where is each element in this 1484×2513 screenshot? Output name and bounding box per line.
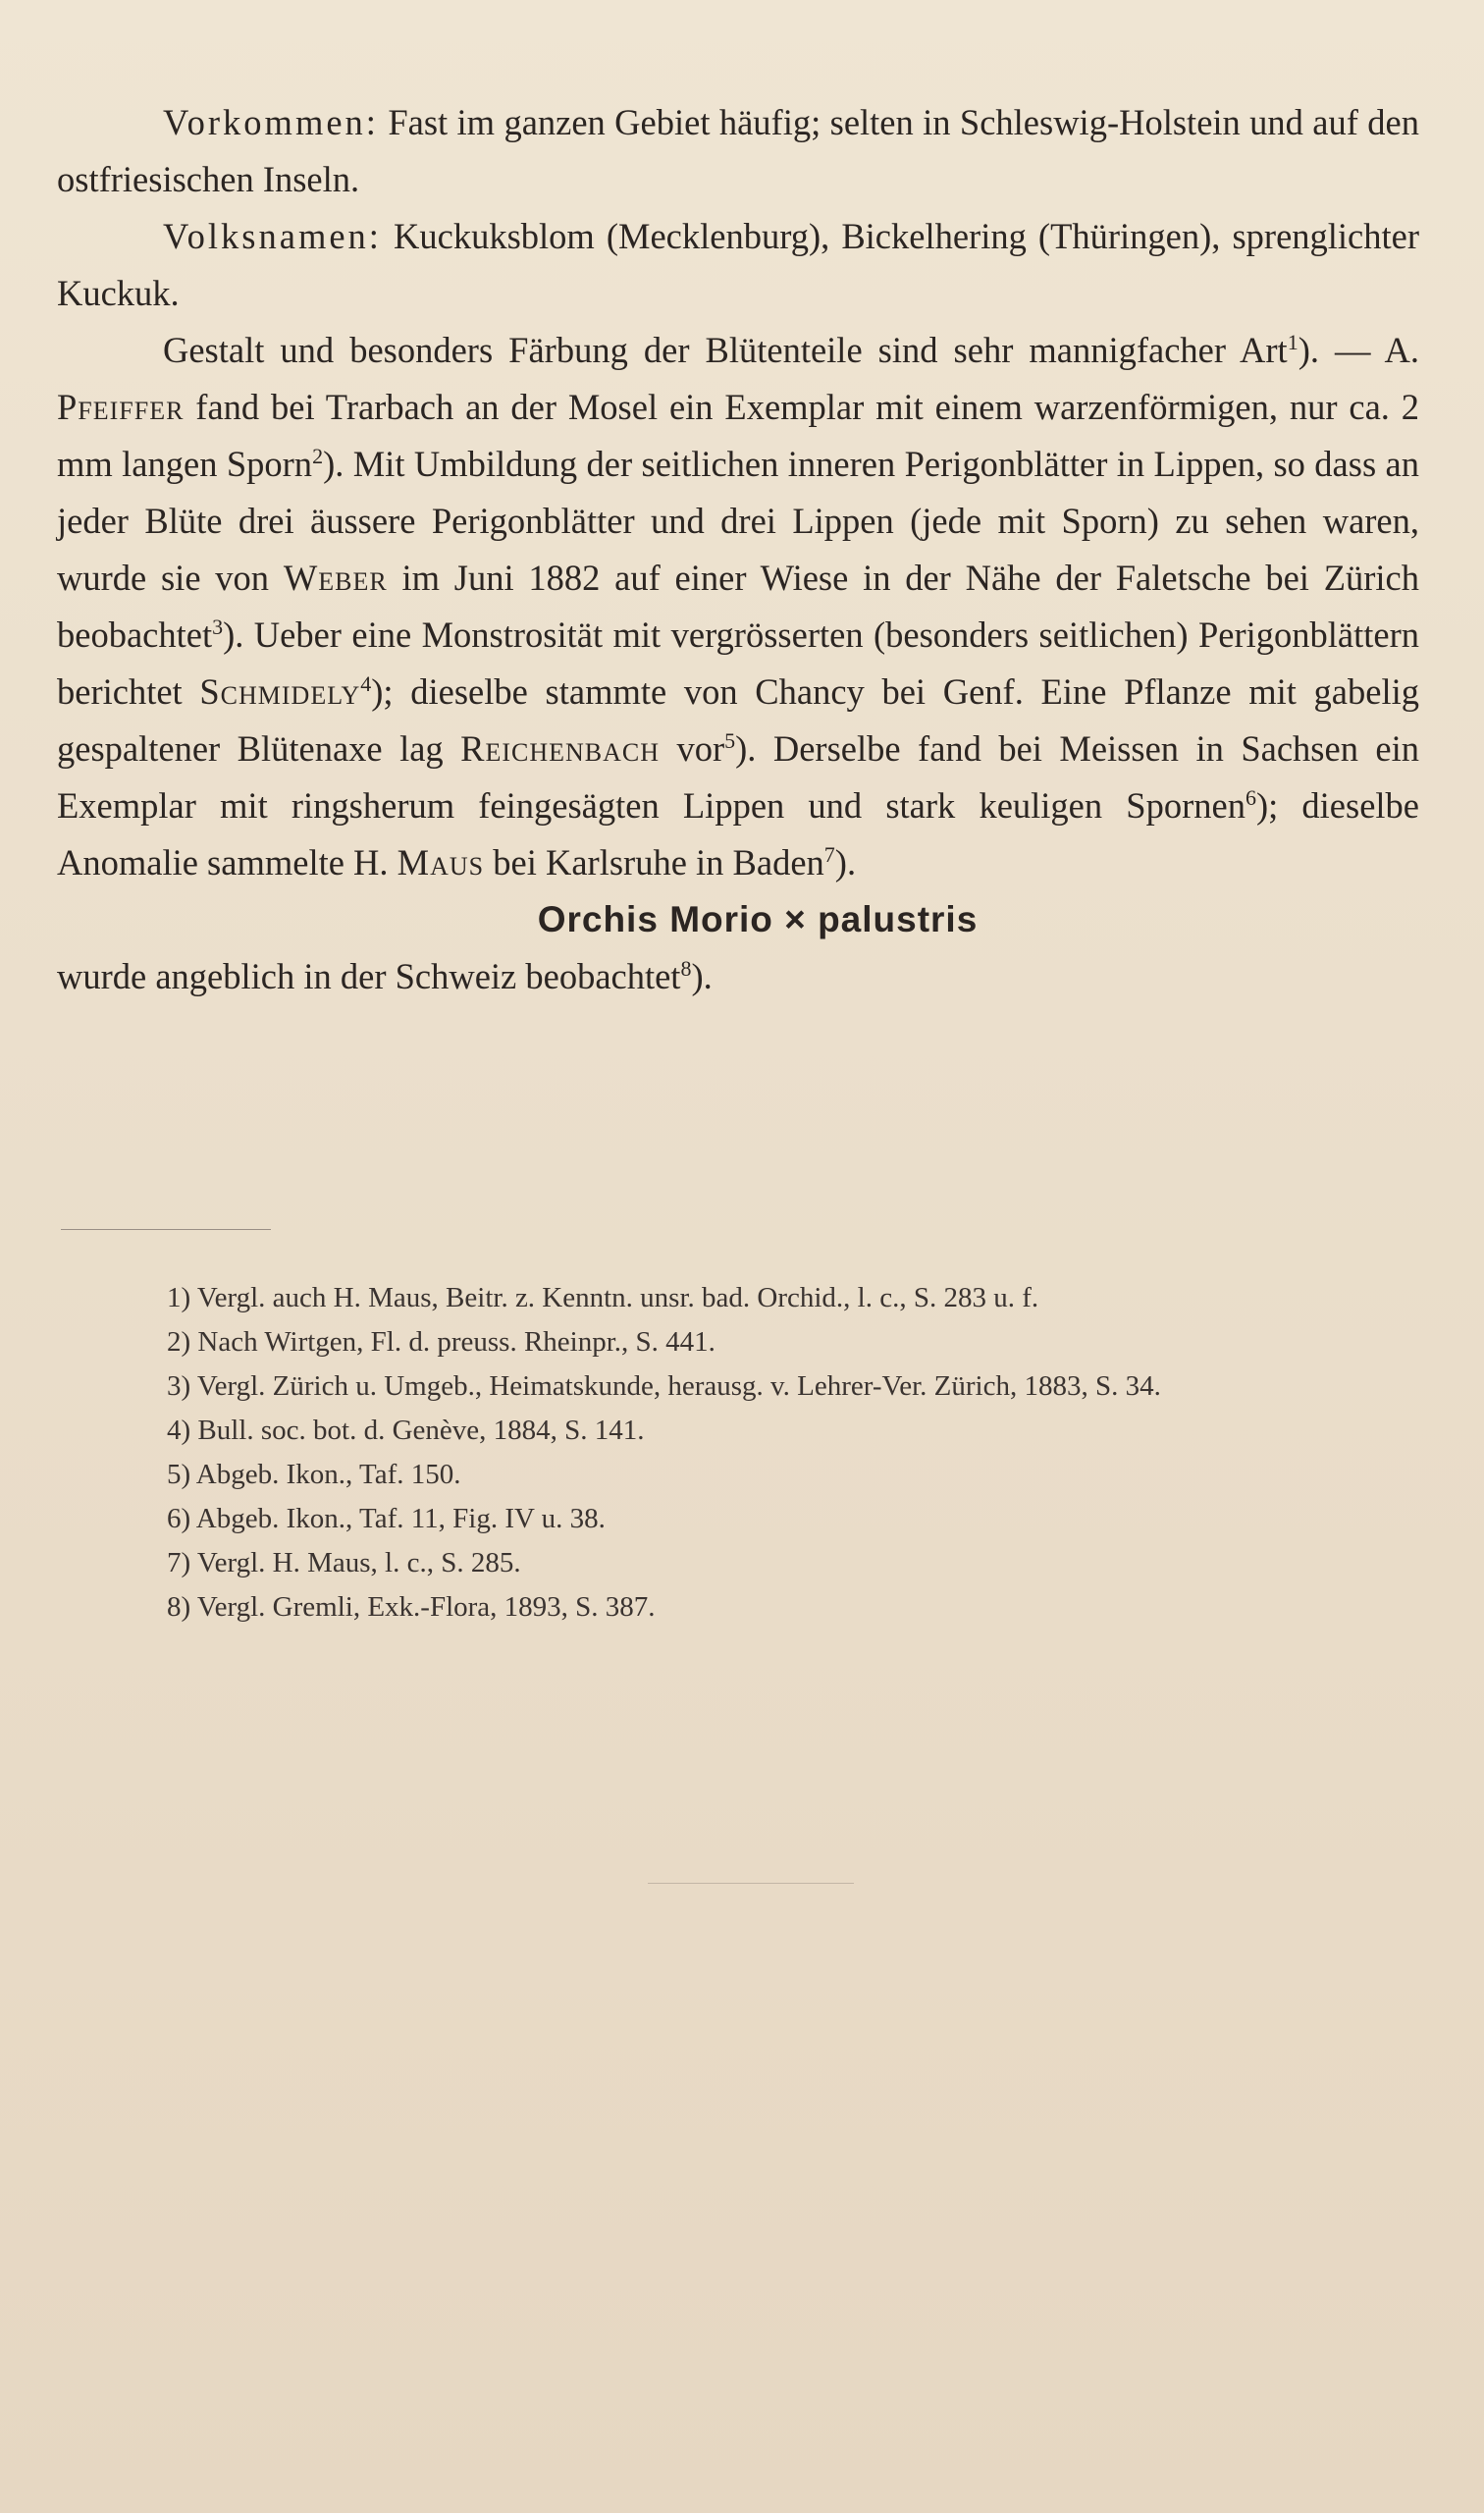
occurrence-label: Vorkommen: — [163, 102, 379, 142]
footnote-ref: 3 — [212, 614, 224, 639]
author-name: Weber — [283, 558, 388, 598]
paragraph-hybrid — [57, 948, 1419, 1005]
paragraph-occurrence — [57, 94, 1419, 208]
text-run: ). Mit Umbildung der seitlichen inneren Perigonblätter in Lippen, so dass an jeder Blüte drei äussere Perigonblätter und drei Lippen (jede mit Sporn) zu sehen waren, wurde sie von — [57, 444, 1419, 598]
main-text — [57, 94, 1419, 1005]
bottom-divider — [648, 1883, 854, 1884]
footnote: 3) Vergl. Zürich u. Umgeb., Heimatskunde, herausg. v. Lehrer-Ver. Zürich, 1883, S. 34. — [167, 1370, 1161, 1402]
text-run: wurde angeblich in der Schweiz beobachtet — [57, 956, 681, 996]
text-run: bei Karlsruhe in Baden — [484, 842, 824, 882]
text-run: ). Ueber eine Monstrosität mit vergrösserten (besonders seitlichen) Perigonblättern berichtet — [57, 615, 1419, 712]
text-run: Gestalt und besonders Färbung der Blütenteile sind sehr mannigfacher Art — [163, 330, 1288, 370]
footnote-ref: 2 — [312, 443, 324, 468]
author-name: Schmidely — [199, 671, 361, 712]
section-heading: Orchis Morio × palustris — [537, 899, 979, 939]
footnote-ref: 8 — [680, 955, 692, 981]
occurrence-text: Fast im ganzen Gebiet häufig; selten in Schleswig-Holstein und auf den ostfriesischen Inseln. — [57, 102, 1419, 199]
footnote: 7) Vergl. H. Maus, l. c., S. 285. — [167, 1547, 521, 1578]
footnote-ref: 5 — [724, 727, 736, 753]
text-run: ); dieselbe Anomalie sammelte H. — [57, 785, 1419, 882]
footnote: 4) Bull. soc. bot. d. Genève, 1884, S. 141. — [167, 1415, 645, 1446]
footnote: 8) Vergl. Gremli, Exk.-Flora, 1893, S. 387. — [167, 1591, 656, 1623]
folk-names-label: Volksnamen: — [163, 216, 382, 256]
paragraph-variation — [57, 322, 1419, 891]
text-run: ); dieselbe stammte von Chancy bei Genf. Eine Pflanze mit gabelig gespaltener Blütenaxe lag — [57, 671, 1419, 769]
text-run: ). — [691, 956, 713, 996]
text-run: vor — [660, 728, 725, 769]
text-run: ). — [834, 842, 857, 882]
author-name: Reichenbach — [460, 728, 661, 769]
footnote-ref: 1 — [1287, 329, 1298, 354]
author-name: Pfeiffer — [57, 387, 185, 427]
footnote-separator — [61, 1229, 271, 1230]
text-run: fand bei Trarbach an der Mosel ein Exemplar mit einem warzenförmigen, nur ca. 2 mm langen Sporn — [57, 387, 1419, 484]
paragraph-folk-names — [57, 208, 1419, 322]
footnote-ref: 6 — [1245, 784, 1256, 810]
footnote: 5) Abgeb. Ikon., Taf. 150. — [167, 1459, 461, 1490]
footnotes — [57, 1276, 1419, 1630]
author-name: Maus — [397, 842, 485, 882]
text-run: ). Derselbe fand bei Meissen in Sachsen ein Exemplar mit ringsherum feingesägten Lippen und stark keuligen Spornen — [57, 728, 1419, 826]
footnote: 6) Abgeb. Ikon., Taf. 11, Fig. IV u. 38. — [167, 1503, 606, 1534]
text-run: ). — A. — [1298, 330, 1420, 370]
footnote-ref: 4 — [360, 670, 372, 696]
footnote: 1) Vergl. auch H. Maus, Beitr. z. Kenntn. unsr. bad. Orchid., l. c., S. 283 u. f. — [167, 1282, 1039, 1313]
footnote-ref: 7 — [823, 841, 835, 867]
text-run: im Juni 1882 auf einer Wiese in der Nähe der Faletsche bei Zürich beobachtet — [57, 558, 1419, 655]
folk-names-text: Kuckuksblom (Mecklenburg), Bickelhering (Thüringen), sprenglichter Kuckuk. — [57, 216, 1419, 313]
footnote: 2) Nach Wirtgen, Fl. d. preuss. Rheinpr., S. 441. — [167, 1326, 716, 1358]
